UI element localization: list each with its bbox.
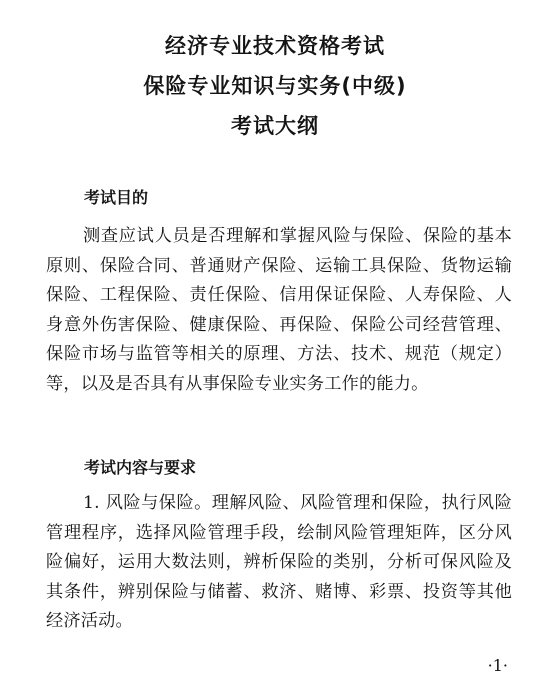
section-heading-purpose: 考试目的 bbox=[84, 188, 149, 207]
paragraph-content-1: 1. 风险与保险。理解风险、风险管理和保险，执行风险管理程序，选择风险管理手段，绘制风险管理矩阵，区分风险偏好，运用大数法则，辨析保险的类别，分析可保风险及其条件，辨别保险与储蓄、救济、赌博、彩票、投资等其他经济活动。 bbox=[46, 493, 512, 632]
page-number: ·1· bbox=[487, 656, 508, 675]
section-heading-content: 考试内容与要求 bbox=[84, 458, 197, 477]
title-line-3: 考试大纲 bbox=[231, 114, 319, 138]
title-line-2: 保险专业知识与实务(中级) bbox=[143, 74, 407, 98]
title-line-1: 经济专业技术资格考试 bbox=[165, 34, 385, 58]
document-title bbox=[0, 26, 550, 146]
paragraph-purpose: 测查应试人员是否理解和掌握风险与保险、保险的基本原则、保险合同、普通财产保险、运输工具保险、货物运输保险、工程保险、责任保险、信用保证保险、人寿保险、人身意外伤害保险、健康保险、再保险、保险公司经营管理、保险市场与监管等相关的原理、方法、技术、规范（规定）等，以及是否具有从事保险专业实务工作的能力。 bbox=[46, 226, 512, 394]
